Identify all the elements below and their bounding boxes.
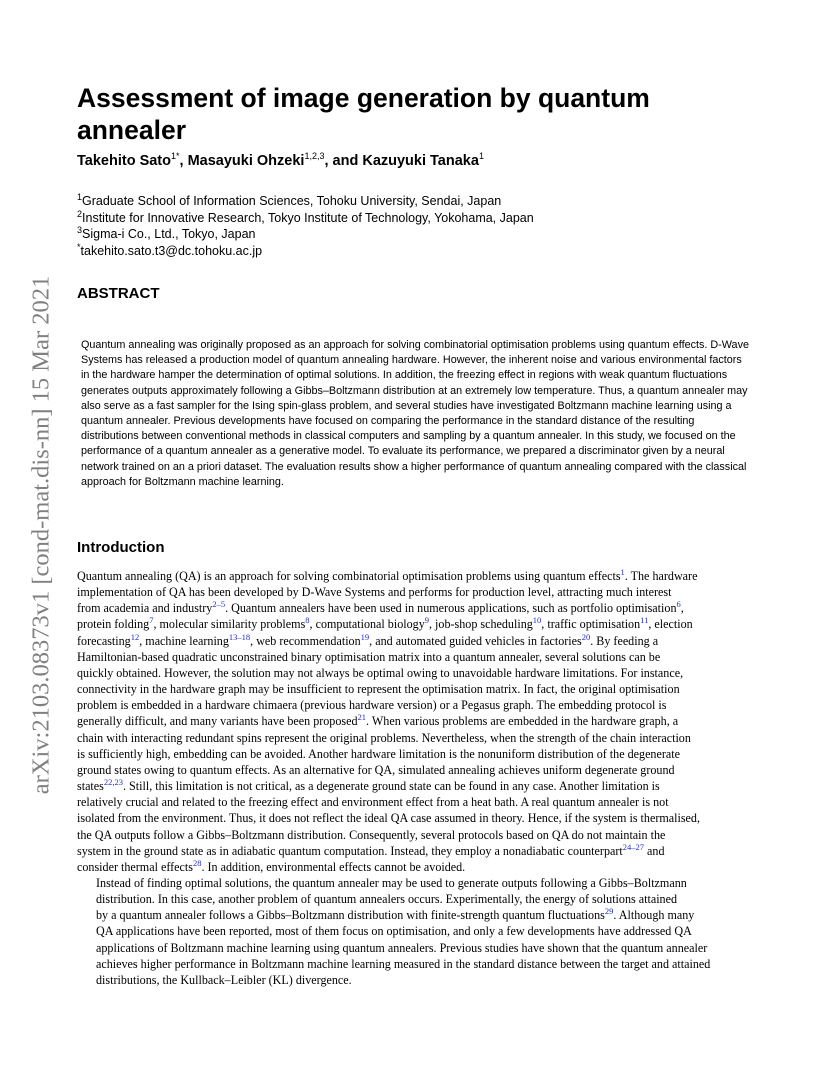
text-line: Hamiltonian-based quadratic unconstrained binary optimisation matrix into a quantum annealer, several solutions can be bbox=[77, 649, 661, 664]
citation-link: 10 bbox=[532, 615, 542, 626]
affiliation-mark: 1,2,3 bbox=[304, 151, 325, 162]
body-paragraph bbox=[77, 568, 753, 875]
citation-link: 21 bbox=[357, 712, 367, 723]
text-line: implementation of QA has been developed by D-Wave Systems and performs for production level, attracting much interest bbox=[77, 585, 672, 600]
citation-link: 11 bbox=[640, 615, 649, 626]
affiliation-item bbox=[77, 210, 534, 227]
author-name: Takehito Sato bbox=[77, 153, 171, 169]
text-line: QA applications have been reported, most of them focus on optimisation, and only a few developments have addressed QA bbox=[96, 924, 692, 939]
text-line: achieves higher performance in Boltzmann machine learning measured in the standard distance between the target and attained bbox=[96, 956, 711, 971]
abstract-text: Quantum annealing was originally proposed as an approach for solving combinatorial optimisation problems using quantum effects. D-Wave Systems has released a production model of quantum annealing hardware. However, the inherent noise and various environmental factors in the hardware hamper the determination of optimal solutions. In addition, the freezing effect in regions with weak quantum fluctuations generates outputs approximately following a Gibbs–Boltzmann distribution at an extremely low temperature. Thus, a quantum annealer may also serve as a fast sampler for the Ising spin-glass problem, and several studies have investigated Boltzmann machine learning using a quantum annealer. Previous developments have focused on comparing the performance in the standard distance of the resulting distributions between conventional methods in classical computers and sampling by a quantum annealer. In this study, we focused on the performance of a quantum annealer as a generative model. To evaluate its performance, we prepared a discriminator given by a neural network trained on an a priori dataset. The evaluation results show a higher performance of quantum annealing compared with the classical approach for Boltzmann machine learning. bbox=[81, 339, 749, 488]
citation-link: 20 bbox=[581, 631, 591, 642]
arxiv-identifier: arXiv:2103.08373v1 [cond-mat.dis-nn] 15 Mar 2021 bbox=[27, 275, 54, 795]
text-line: generally difficult, and many variants have been proposed$^{21}$. When various problems are embedded in the hardware graph, a bbox=[77, 712, 679, 729]
affiliation-list bbox=[77, 193, 534, 259]
citation-link: 22,23 bbox=[103, 777, 123, 787]
introduction-heading: Introduction bbox=[77, 539, 165, 556]
author-name: Kazuyuki Tanaka bbox=[362, 153, 479, 169]
author-list: Takehito Sato$^{1*}$, Masayuki Ohzeki$^{1,2,3}$, and Kazuyuki Tanaka$^1$ bbox=[77, 151, 484, 169]
citation-link: 19 bbox=[360, 631, 370, 642]
arxiv-sidebar bbox=[24, 240, 58, 830]
citation-link: 6 bbox=[676, 599, 681, 610]
affiliation-mark: * bbox=[77, 241, 81, 252]
text-line: states$^{22,23}$. Still, this limitation is not critical, as a degenerate ground state can be found in any case. Another limitation is bbox=[77, 777, 660, 794]
text-line: forecasting$^{12}$, machine learning$^{13-18}$, web recommendation$^{19}$, and automated guided vehicles in factories$^{20}$. By feeding a bbox=[77, 631, 659, 648]
citation-link: 9 bbox=[424, 615, 429, 626]
affiliation-item bbox=[77, 226, 534, 243]
citation-link: 24–27 bbox=[622, 841, 644, 852]
affiliation-item bbox=[77, 193, 534, 210]
affiliation-mark: 3 bbox=[77, 224, 83, 235]
text-line: connectivity in the hardware graph may be insufficient to represent the optimisation matrix. In fact, the original optimisation bbox=[77, 682, 680, 697]
affiliation-mark: 1 bbox=[478, 151, 484, 162]
affiliation-text: takehito.sato.t3@dc.tohoku.ac.jp bbox=[80, 243, 263, 258]
text-line: problem is embedded in a hardware chimaera (previous hardware version) or a Pegasus graph. The embedding protocol is bbox=[77, 698, 667, 713]
body-paragraph bbox=[77, 875, 753, 988]
text-line: Instead of finding optimal solutions, the quantum annealer may be used to generate outputs following a Gibbs–Boltzmann bbox=[96, 875, 687, 890]
text-line: the QA outputs follow a Gibbs–Boltzmann distribution. Consequently, several protocols based on QA do not maintain the bbox=[77, 827, 666, 842]
citation-link: 2–5 bbox=[212, 599, 226, 610]
citation-link: 8 bbox=[305, 615, 310, 626]
affiliation-mark: 1* bbox=[171, 151, 180, 162]
affiliation-mark: 2 bbox=[77, 208, 83, 219]
text-line: system in the ground state as in adiabatic quantum computation. Instead, they employ a nonadiabatic counterpart$^{24-27}$ and bbox=[77, 841, 665, 858]
text-line: distributions, the Kullback–Leibler (KL) divergence. bbox=[96, 972, 352, 987]
citation-link: 1 bbox=[620, 566, 625, 577]
text-line: chain with interacting redundant spins represent the original problems. Nevertheless, when the strength of the chain interaction bbox=[77, 730, 691, 745]
text-line: ground states owing to quantum effects. As an alternative for QA, simulated annealing achieves uniform degenerate ground bbox=[77, 762, 675, 777]
citation-link: 7 bbox=[149, 615, 154, 626]
abstract-heading: ABSTRACT bbox=[77, 285, 160, 302]
text-line: quickly obtained. However, the solution may not always be optimal owing to unavoidable hardware limitations. For instance, bbox=[77, 665, 684, 680]
text-line: isolated from the environment. Thus, it does not reflect the ideal QA case assumed in theory. Hence, if the system is thermalised, bbox=[77, 811, 700, 826]
text-line: relatively crucial and related to the freezing effect and environment effect from a heat bath. A real quantum annealer is not bbox=[77, 795, 669, 810]
citation-link: 13–18 bbox=[228, 631, 251, 642]
text-line: by a quantum annealer follows a Gibbs–Boltzmann distribution with finite-strength quantum fluctuations$^{29}$. Although many bbox=[96, 906, 695, 923]
citation-link: 12 bbox=[130, 631, 140, 642]
citation-link: 29 bbox=[604, 906, 614, 917]
affiliation-text: Sigma-i Co., Ltd., Tokyo, Japan bbox=[82, 227, 256, 241]
introduction-body bbox=[77, 568, 753, 988]
affiliation-text: Graduate School of Information Sciences, Tohoku University, Sendai, Japan bbox=[82, 194, 502, 208]
text-line: protein folding$^7$, molecular similarity problems$^8$, computational biology$^9$, job-shop scheduling$^{10}$, traffic optimisation$^{11}$, election bbox=[77, 615, 693, 632]
paper-title: Assessment of image generation by quantum annealer bbox=[77, 83, 650, 145]
citation-link: 28 bbox=[192, 857, 202, 868]
text-line: is sufficiently high, embedding can be avoided. Another hardware limitation is the nonuniform distribution of the degenerate bbox=[77, 746, 680, 761]
text-line: distribution. In this case, another problem of quantum annealers occurs. Experimentally, the energy of solutions attained bbox=[96, 892, 678, 907]
author-name: Masayuki Ohzeki bbox=[187, 153, 305, 169]
text-line: consider thermal effects$^{28}$. In addition, environmental effects cannot be avoided. bbox=[77, 857, 466, 874]
text-line: applications of Boltzmann machine learning using quantum annealers. Previous studies have shown that the quantum annealer bbox=[96, 940, 708, 955]
affiliation-item bbox=[77, 243, 534, 260]
text-line: Quantum annealing (QA) is an approach for solving combinatorial optimisation problems using quantum effects$^1$. The hardware bbox=[77, 566, 698, 583]
affiliation-text: Institute for Innovative Research, Tokyo Institute of Technology, Yokohama, Japan bbox=[82, 210, 534, 225]
affiliation-mark: 1 bbox=[77, 191, 83, 202]
text-line: from academia and industry$^{2-5}$. Quantum annealers have been used in numerous applications, such as portfolio optimisation$^6$, bbox=[77, 599, 684, 616]
